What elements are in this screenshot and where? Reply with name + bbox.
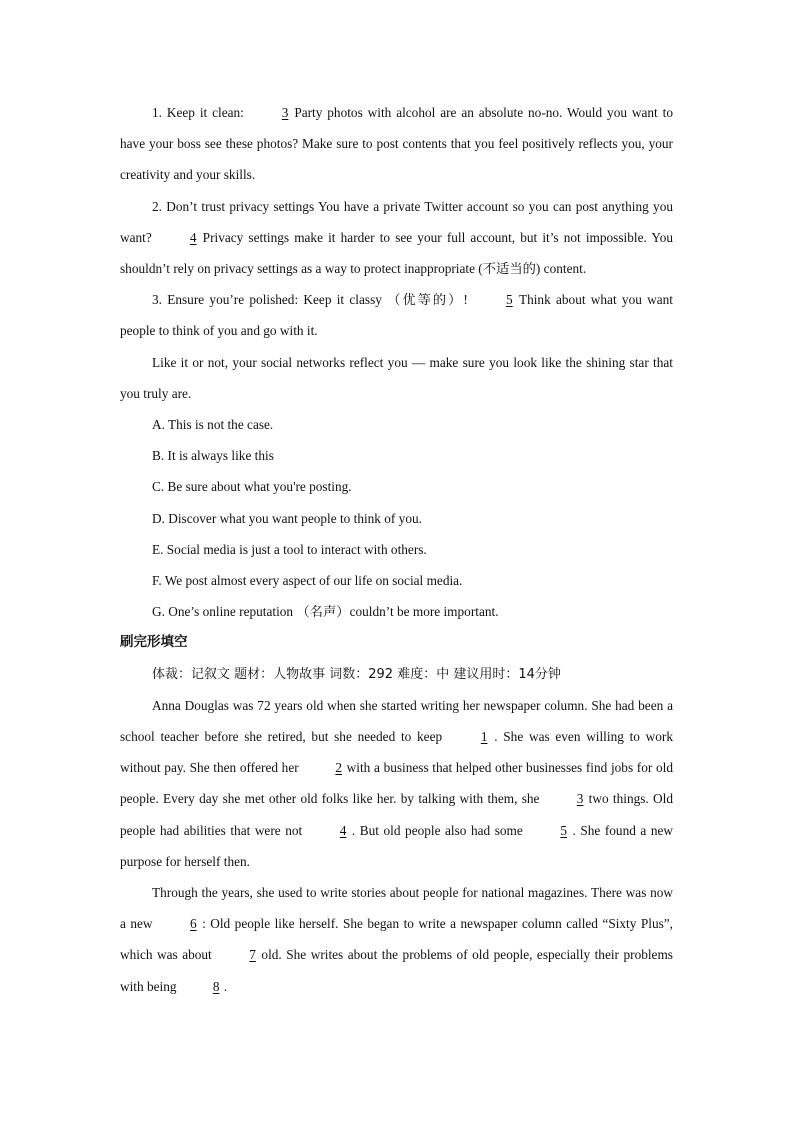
story-text: . She found a new purpose for herself then. [120, 822, 674, 869]
section-title: 刷完形填空 [120, 634, 188, 651]
blank-2[interactable]: 2 [335, 760, 342, 776]
story-text: two things. Old people had abilities that were not [120, 791, 673, 838]
story-text: Through the years, she used to write stories about people for national magazines. There was now a new [120, 885, 673, 932]
story-text: with a business that helped other businesses find jobs for old people. Every day she met other old folks like her. by talking with them, she [120, 760, 673, 807]
tip-1-text: Party photos with alcohol are an absolute no-no. Would you want to have your boss see these photos? Make sure to post contents that you feel positively reflects you, your creativity and your skills. [120, 105, 673, 183]
story-paragraph-1 [120, 690, 673, 877]
blank-7[interactable]: 7 [249, 947, 256, 963]
tip-1 [120, 97, 673, 191]
option-a: A. This is not the case. [152, 417, 274, 433]
blank-6[interactable]: 6 [189, 916, 197, 932]
closing-paragraph: Like it or not, your social networks reflect you — make sure you look like the shining star that you truly are. [120, 354, 673, 401]
blank-3[interactable]: 3 [576, 791, 584, 807]
option-g: G. One’s online reputation （名声）couldn’t be more important. [152, 604, 499, 620]
story-text: . But old people also had some [347, 822, 528, 838]
blank-5[interactable]: 5 [560, 822, 567, 838]
option-b: B. It is always like this [152, 448, 274, 464]
blank-5[interactable]: 5 [506, 292, 513, 308]
story-text: old. She writes about the problems of old people, especially their problems with being [120, 947, 673, 994]
tip-3-heading: 3. Ensure you’re polished: Keep it classy （优等的）! [152, 292, 474, 308]
story-text: . She was even willing to work without pay. She then offered her [120, 729, 673, 776]
document-page [120, 97, 673, 1002]
tip-2-heading: 2. Don’t trust privacy settings You have a private Twitter account so you can post anything you want? [120, 198, 673, 245]
blank-8[interactable]: 8 [212, 978, 220, 994]
blank-4[interactable]: 4 [189, 229, 197, 245]
tip-2 [120, 191, 673, 285]
option-c: C. Be sure about what you're posting. [152, 479, 352, 495]
story-text: : Old people like herself. She began to write a newspaper column called “Sixty Plus”, which was about [120, 916, 673, 963]
tip-3 [120, 284, 673, 346]
blank-4[interactable]: 4 [339, 822, 347, 838]
story-text: . [220, 978, 228, 994]
tip-3-text: Think about what you want people to think of you and go with it. [120, 292, 673, 339]
option-e: E. Social media is just a tool to interact with others. [152, 541, 427, 557]
blank-1[interactable]: 1 [480, 729, 488, 745]
story-paragraph-2 [120, 877, 673, 1002]
tip-2-text: Privacy settings make it harder to see your full account, but it’s not impossible. You shouldn’t rely on privacy settings as a way to protect inappropriate (不适当的) content. [120, 229, 674, 277]
passage-meta: 体裁：记叙文 题材：人物故事 词数：292 难度：中 建议用时：14分钟 [152, 666, 561, 682]
option-d: D. Discover what you want people to think of you. [152, 510, 422, 526]
tip-1-heading: 1. Keep it clean: [152, 105, 249, 120]
option-f: F. We post almost every aspect of our life on social media. [152, 573, 463, 589]
story-text: Anna Douglas was 72 years old when she started writing her newspaper column. She had been a school teacher before she retired, but she needed to keep [120, 697, 673, 745]
blank-3[interactable]: 3 [281, 105, 289, 120]
